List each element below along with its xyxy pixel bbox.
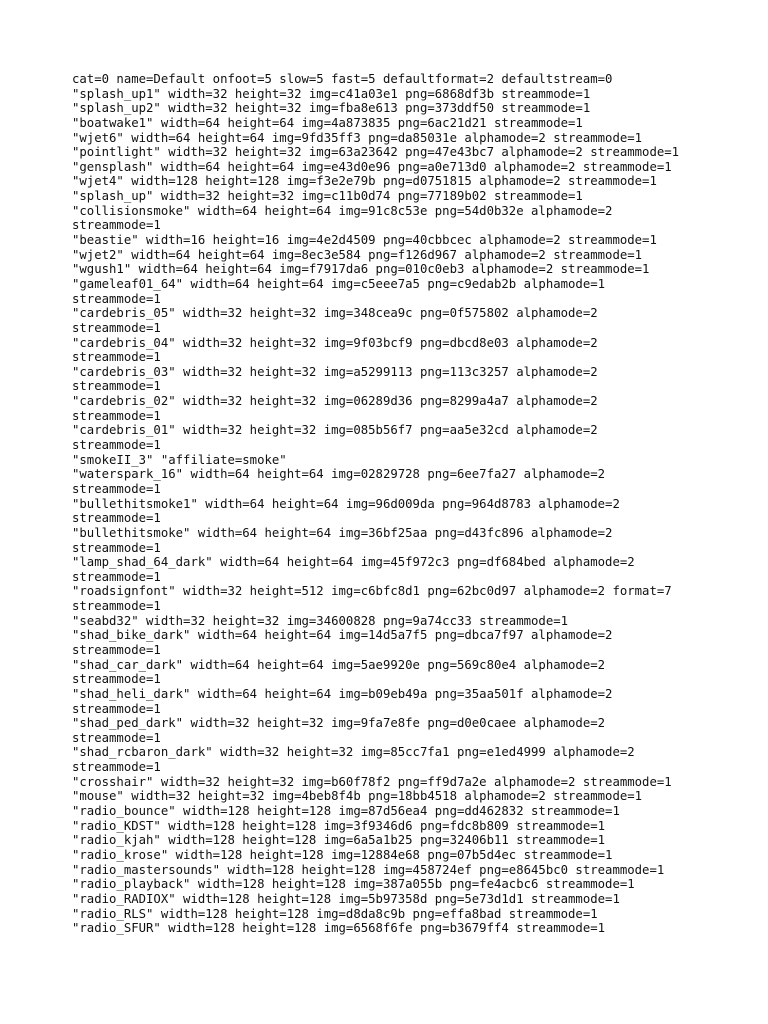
text-line: "bullethitsmoke1" width=64 height=64 img=96d009da png=964d8783 alphamode=2 xyxy=(72,496,620,511)
text-line: streammode=1 xyxy=(72,672,161,687)
text-line: "crosshair" width=32 height=32 img=b60f78f2 png=ff9d7a2e alphamode=2 streammode=1 xyxy=(72,774,672,789)
text-line: "lamp_shad_64_dark" width=64 height=64 img=45f972c3 png=df684bed alphamode=2 xyxy=(72,555,635,570)
text-line: "bullethitsmoke" width=64 height=64 img=36bf25aa png=d43fc896 alphamode=2 xyxy=(72,525,613,540)
text-line: "shad_ped_dark" width=32 height=32 img=9fa7e8fe png=d0e0caee alphamode=2 xyxy=(72,716,606,731)
text-line: streammode=1 xyxy=(72,320,161,335)
text-line: "radio_KDST" width=128 height=128 img=3f9346d6 png=fdc8b809 streammode=1 xyxy=(72,818,606,833)
text-line: "roadsignfont" width=32 height=512 img=c6bfc8d1 png=62bc0d97 alphamode=2 format=7 xyxy=(72,584,672,599)
text-line: "splash_up1" width=32 height=32 img=c41a03e1 png=6868df3b streammode=1 xyxy=(72,86,591,101)
text-line: "cardebris_03" width=32 height=32 img=a5299113 png=113c3257 alphamode=2 xyxy=(72,364,598,379)
text-line: streammode=1 xyxy=(72,569,161,584)
text-line: "wjet2" width=64 height=64 img=8ec3e584 png=f126d967 alphamode=2 streammode=1 xyxy=(72,247,643,262)
text-line: "radio_kjah" width=128 height=128 img=6a5a1b25 png=32406b11 streammode=1 xyxy=(72,833,606,848)
text-line: "cardebris_05" width=32 height=32 img=348cea9c png=0f575802 alphamode=2 xyxy=(72,306,598,321)
document-text xyxy=(72,72,752,936)
text-line: "splash_up2" width=32 height=32 img=fba8e613 png=373ddf50 streammode=1 xyxy=(72,101,591,116)
text-line: "radio_krose" width=128 height=128 img=12884e68 png=07b5d4ec streammode=1 xyxy=(72,847,613,862)
text-line: "cardebris_02" width=32 height=32 img=06289d36 png=8299a4a7 alphamode=2 xyxy=(72,394,598,409)
text-line: "beastie" width=16 height=16 img=4e2d4509 png=40cbbcec alphamode=2 streammode=1 xyxy=(72,233,657,248)
text-line: streammode=1 xyxy=(72,511,161,526)
text-line: streammode=1 xyxy=(72,438,161,453)
text-line: "cardebris_01" width=32 height=32 img=085b56f7 png=aa5e32cd alphamode=2 xyxy=(72,423,598,438)
text-line: streammode=1 xyxy=(72,701,161,716)
text-line: "radio_bounce" width=128 height=128 img=87d56ea4 png=dd462832 streammode=1 xyxy=(72,804,620,819)
text-line: "shad_bike_dark" width=64 height=64 img=14d5a7f5 png=dbca7f97 alphamode=2 xyxy=(72,628,613,643)
text-line: streammode=1 xyxy=(72,291,161,306)
text-line: streammode=1 xyxy=(72,408,161,423)
text-line: "radio_mastersounds" width=128 height=128 img=458724ef png=e8645bc0 streammode=1 xyxy=(72,862,665,877)
text-line: streammode=1 xyxy=(72,218,161,233)
text-line: "collisionsmoke" width=64 height=64 img=91c8c53e png=54d0b32e alphamode=2 xyxy=(72,203,613,218)
document-page xyxy=(72,72,752,936)
text-line: "seabd32" width=32 height=32 img=34600828 png=9a74cc33 streammode=1 xyxy=(72,613,569,628)
text-line: "shad_heli_dark" width=64 height=64 img=b09eb49a png=35aa501f alphamode=2 xyxy=(72,686,613,701)
text-line: streammode=1 xyxy=(72,730,161,745)
text-line: "mouse" width=32 height=32 img=4beb8f4b png=18bb4518 alphamode=2 streammode=1 xyxy=(72,789,643,804)
text-line: "gameleaf01_64" width=64 height=64 img=c5eee7a5 png=c9edab2b alphamode=1 xyxy=(72,276,606,291)
text-line: "wjet6" width=64 height=64 img=9fd35ff3 png=da85031e alphamode=2 streammode=1 xyxy=(72,130,643,145)
text-line: "shad_car_dark" width=64 height=64 img=5ae9920e png=569c80e4 alphamode=2 xyxy=(72,657,606,672)
text-line: "wgush1" width=64 height=64 img=f7917da6 png=010c0eb3 alphamode=2 streammode=1 xyxy=(72,262,650,277)
text-line: streammode=1 xyxy=(72,599,161,614)
text-line: "cardebris_04" width=32 height=32 img=9f03bcf9 png=dbcd8e03 alphamode=2 xyxy=(72,335,598,350)
text-line: "wjet4" width=128 height=128 img=f3e2e79b png=d0751815 alphamode=2 streammode=1 xyxy=(72,174,657,189)
text-line: streammode=1 xyxy=(72,350,161,365)
text-line: "radio_playback" width=128 height=128 img=387a055b png=fe4acbc6 streammode=1 xyxy=(72,877,635,892)
text-line: "splash_up" width=32 height=32 img=c11b0d74 png=77189b02 streammode=1 xyxy=(72,189,583,204)
text-line: "smokeII_3" "affiliate=smoke" xyxy=(72,452,287,467)
text-line: streammode=1 xyxy=(72,642,161,657)
text-line: cat=0 name=Default onfoot=5 slow=5 fast=5 defaultformat=2 defaultstream=0 xyxy=(72,72,613,86)
text-line: "boatwake1" width=64 height=64 img=4a873835 png=6ac21d21 streammode=1 xyxy=(72,115,583,130)
text-line: streammode=1 xyxy=(72,379,161,394)
text-line: streammode=1 xyxy=(72,760,161,775)
text-line: "radio_SFUR" width=128 height=128 img=6568f6fe png=b3679ff4 streammode=1 xyxy=(72,921,606,936)
text-line: "waterspark_16" width=64 height=64 img=02829728 png=6ee7fa27 alphamode=2 xyxy=(72,467,606,482)
text-line: "gensplash" width=64 height=64 img=e43d0e96 png=a0e713d0 alphamode=2 streammode=1 xyxy=(72,159,672,174)
text-line: "radio_RLS" width=128 height=128 img=d8da8c9b png=effa8bad streammode=1 xyxy=(72,906,598,921)
text-line: streammode=1 xyxy=(72,540,161,555)
text-line: streammode=1 xyxy=(72,481,161,496)
text-line: "radio_RADIOX" width=128 height=128 img=5b97358d png=5e73d1d1 streammode=1 xyxy=(72,891,620,906)
text-line: "pointlight" width=32 height=32 img=63a23642 png=47e43bc7 alphamode=2 streammode=1 xyxy=(72,145,680,160)
text-line: "shad_rcbaron_dark" width=32 height=32 img=85cc7fa1 png=e1ed4999 alphamode=2 xyxy=(72,745,635,760)
